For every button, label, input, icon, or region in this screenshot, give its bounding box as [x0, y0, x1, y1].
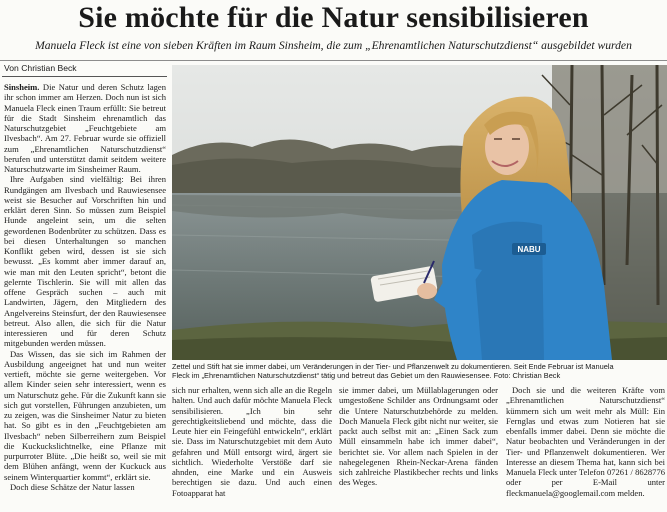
article-column-3	[339, 385, 498, 510]
column3-paragraph-1: sie immer dabei, um Müllablagerungen oder umgestoßene Schilder ans Ordnungsamt oder die Untere Naturschutzbehörde zu melden. Doch Manuela Fleck gibt nicht nur weiter, sie packt auch selbst mit an: „Einen Sack zum Müll einsammeln habe ich immer dabei“, berichtet sie. Vor allem nach Spielen in der nahegelegenen Rhein-Neckar-Arena fänden sich zahlreiche Plastikbecher rechts und links des Weges.	[339, 385, 498, 488]
article-column-4	[506, 385, 665, 510]
column1-paragraph-3: Das Wissen, das sie sich im Rahmen der Ausbildung angeeignet hat und nun weiter vertieft, möchte sie gerne weitergeben. Vor allem Kinder seien sehr interessiert, wenn es um Naturschutz gehe. Für die Zukunft kann sie sich gut vorstellen, Führungen anzubieten, um zu zeigen, was die Sinsheimer Natur zu bieten hat. So gibt es in den „Feuchtgebieten am Ilvesbach“ neben Silberreihern zum Beispiel die Kuckuckslichtnelke, eine Pflanze mit purpurroter Blüte. „Die heißt so, weil sie mit dem Blühen anfängt, wenn der Kuckuck aus seinem Winterquartier kommt“, erklärt sie.	[4, 348, 166, 482]
dateline: Sinsheim.	[4, 82, 40, 92]
byline: Von Christian Beck	[4, 63, 77, 73]
photo-lake-scene	[172, 65, 667, 360]
article-column-1	[4, 82, 166, 510]
headline: Sie möchte für die Natur sensibilisieren	[78, 1, 589, 34]
caption-line-2: Fleck im „Ehrenamtlichen Naturschutzdienst“ tätig und betreut das Gebiet um den Rauwiesensee. Foto: Christian Beck	[172, 371, 561, 380]
article-photo	[172, 65, 667, 360]
byline-rule	[2, 76, 167, 77]
article-column-2	[172, 385, 332, 510]
column2-paragraph-1: sich nur erhalten, wenn sich alle an die Regeln halten. Und auch dafür möchte Manuela Fleck sensibilisieren. „Ich bin sehr gerechtigkeitsliebend und möchte, dass die Leute hier ein Feingefühl entwickeln“, erklärt sie. Dass im Naturschutzgebiet mit dem Auto gefahren und Müll entsorgt wird, ärgert sie sichtlich. Wiederholte Verstöße darf sie ahnden, eine Marke und ein Ausweis berechtigen sie dazu. Und auch einen Fotoapparat hat	[172, 385, 332, 498]
caption-line-1: Zettel und Stift hat sie immer dabei, um Veränderungen in der Tier- und Pflanzenwelt zu dokumentieren. Seit Ende Februar ist Manuela	[172, 362, 614, 371]
column1-paragraph-2: Ihre Aufgaben sind vielfältig: Bei ihren Rundgängen am Ilvesbach und Rauwiesensee weist sie Besucher auf Vorschriften hin und erklärt deren Sinn. So müssen zum Beispiel Hunde angeleint sein, um die selten gewordenen Bodenbrüter zu schützen. Dass es bei diesen Unterhaltungen so manchen Konflikt geben wird, dessen ist sie sich bewusst. „Es kommt aber immer darauf an, wie man mit den Leuten spricht“, betont die gelernte Tischlerin. Sie will mit allen das offene Gespräch suchen – auch mit Landwirten, Jägern, den Mitgliedern des Angelvereins Steinsfurt, der den Rauwiesensee betreut. Also allen, die sich für die Natur interessieren und für deren Schutz mitgebunden werden müssen.	[4, 174, 166, 349]
column4-paragraph-1: Doch sie und die weiteren Kräfte vom „Ehrenamtlichen Naturschutzdienst“ kümmern sich um weit mehr als Müll: Ein Fernglas und etwas zum Notieren hat sie ebenfalls immer dabei. Denn sie möchte die Natur beobachten und Veränderungen in der Tier- und Pflanzenwelt dokumentieren. Wer Interesse an diesem Thema hat, kann sich bei Manuela Fleck unter Telefon 07261 / 8628776 oder per E-Mail unter fleckmanuela@googlemail.com melden.	[506, 385, 665, 498]
column1-paragraph-1	[4, 82, 166, 174]
subheadline: Manuela Fleck ist eine von sieben Kräften im Raum Sinsheim, die zum „Ehrenamtlichen Naturschutzdienst“ ausgebildet wurden	[35, 39, 632, 52]
photo-caption	[172, 362, 665, 380]
header-rule	[0, 60, 667, 61]
column1-paragraph-1-text: Die Natur und deren Schutz lagen ihr schon immer am Herzen. Doch nun ist sich Manuela Fleck einen Traum erfüllt: Sie betreut für die Stadt Sinsheim ehrenamtlich das Naturschutzgebiet „Feuchtgebiete am Ilvesbach“. Am 27. Februar wurde sie offiziell zum „Ehrenamtlichen Naturschutzdienst“ berufen und unterstützt damit seitdem weitere Naturschutzwarte im Sinsheimer Raum.	[4, 82, 166, 174]
vest-logo-text: NABU	[517, 245, 541, 254]
column1-paragraph-4: Doch diese Schätze der Natur lassen	[10, 481, 135, 492]
